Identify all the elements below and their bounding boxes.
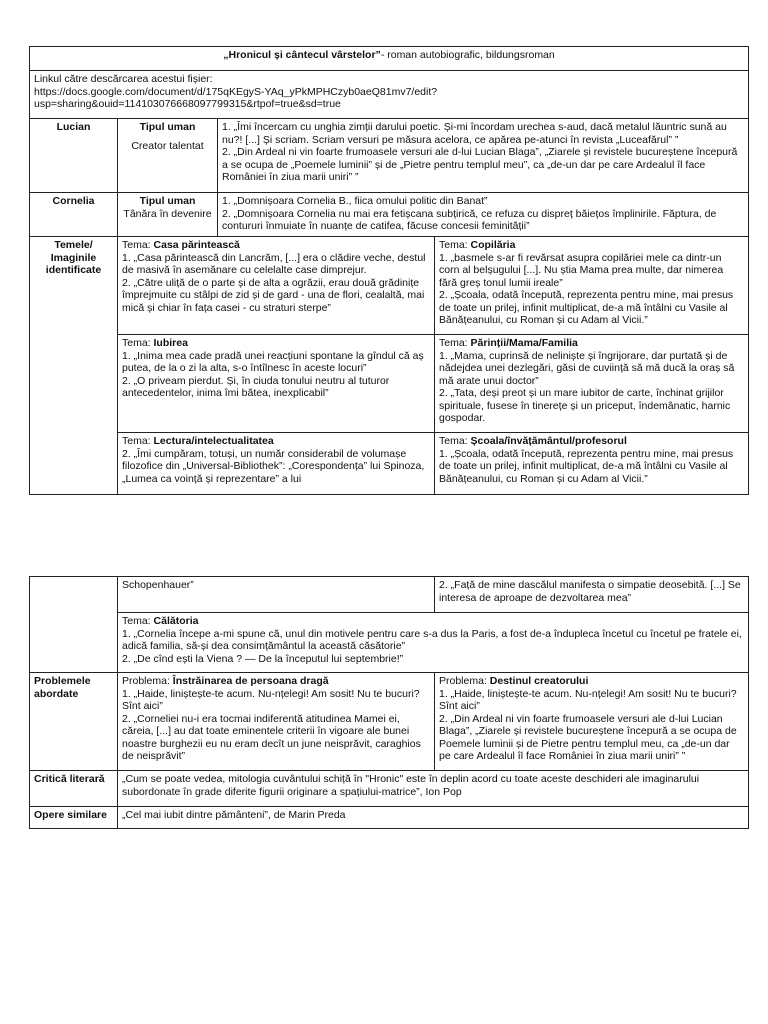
title-bold: „Hronicul și cântecul vârstelor” xyxy=(223,49,381,61)
theme-cell xyxy=(435,237,749,335)
type-value: Tânăra în devenire xyxy=(123,207,212,220)
type-value: Creator talentat xyxy=(131,139,204,152)
character-type-cell xyxy=(118,119,218,193)
character-type-cell xyxy=(118,193,218,237)
theme-prefix: Tema: xyxy=(122,615,151,627)
problem-line: 1. „Haide, liniștește-te acum. Nu-nțelegi! Am sosit! Nu te bucuri? Sînt aici” xyxy=(439,687,737,712)
continued-left-cell: Schopenhauer” xyxy=(118,577,435,613)
theme-line: 2. „Către uliță de o parte și de alta a ogrăzii, erau două grădinițe împrejmuite cu stâlpi de zid și de gard - una de flori, cealaltă, mai mică și chiar în fața casei - cu straturi sterpe” xyxy=(122,276,425,314)
main-table xyxy=(29,46,749,495)
theme-name: Iubirea xyxy=(153,337,188,349)
theme-line: 2. „Tata, deși preot și un mare iubitor de carte, închinat grijilor spirituale, fusese în tinerețe și un priceput, îndemânatic, harnic gospodar. xyxy=(439,387,731,424)
theme-prefix: Tema: xyxy=(122,239,151,251)
theme-cell xyxy=(435,335,749,433)
type-label: Tipul uman xyxy=(139,121,196,133)
theme-line: 1. „Inima mea cade pradă unei reacțiuni spontane la gîndul că aș putea, de la o zi la alta, s-o întîlnesc în aceste locuri” xyxy=(122,349,424,374)
continued-table xyxy=(29,576,749,829)
theme-cell xyxy=(118,433,435,495)
theme-name: Școala/învățământul/profesorul xyxy=(470,435,627,447)
download-link-cell xyxy=(30,71,749,119)
similar-works-text: „Cel mai iubit dintre pământeni”, de Marin Preda xyxy=(118,807,749,829)
character-name: Lucian xyxy=(30,119,118,193)
problem-cell xyxy=(435,673,749,771)
theme-row xyxy=(30,433,749,495)
criticism-text: „Cum se poate vedea, mitologia cuvântului schiță în "Hronic" este în deplin acord cu toate aceste deschideri ale imaginarului subordonate în grade diferite figurii originare a spațiului-matrice”, Ion Pop xyxy=(118,771,749,807)
theme-prefix: Tema: xyxy=(439,239,468,251)
theme-line: 2. „Școala, odată începută, reprezenta pentru mine, mai presus de toate un prilej, infinit multiplicat, de-a mă întâlni cu Vasile al Bănățeanului, cu Roman și cu Adam al Vicii.” xyxy=(439,289,734,326)
link-label: Linkul către descărcarea acestui fișier: xyxy=(34,73,213,85)
problem-prefix: Problema: xyxy=(439,675,487,687)
theme-name: Copilăria xyxy=(470,239,516,251)
themes-label: Temele/ Imaginile identificate xyxy=(30,237,118,495)
continued-label-empty xyxy=(30,577,118,673)
continued-right-cell: 2. „Față de mine dascălul manifesta o simpatie deosebită. [...] Se interesa de aproape de dezvoltarea mea” xyxy=(435,577,749,613)
theme-line: 2. „O priveam pierdut. Și, în ciuda tonului neutru al tuturor antecedentelor, inima îmi bătea, inexplicabil” xyxy=(122,374,390,399)
theme-name: Părinții/Mama/Familia xyxy=(470,337,578,349)
problem-name: Destinul creatorului xyxy=(489,675,589,687)
theme-name: Casa părintească xyxy=(153,239,240,251)
theme-prefix: Tema: xyxy=(439,337,468,349)
download-link-url-1[interactable]: https://docs.google.com/document/d/175qKEgyS-YAq_yPkMPHCzyb0aeQ81mv7/edit? xyxy=(34,85,438,98)
theme-prefix: Tema: xyxy=(122,435,151,447)
theme-line: 1. „Casa părintească din Lancrăm, [...] era o clădire veche, destul de masivă în asemănare cu celelalte case dimprejur. xyxy=(122,251,426,276)
document-title xyxy=(30,47,749,71)
problem-name: Înstrăinarea de persoana dragă xyxy=(172,675,329,687)
problems-label: Problemele abordate xyxy=(30,673,118,771)
theme-prefix: Tema: xyxy=(439,435,468,447)
criticism-label: Critică literară xyxy=(30,771,118,807)
problem-line: 1. „Haide, liniștește-te acum. Nu-nțelegi! Am sosit! Nu te bucuri? Sînt aici” xyxy=(122,687,420,712)
theme-line: 1. „Școala, odată începută, reprezenta pentru mine, mai presus de toate un prilej, infinit multiplicat, de-a mă întâlni cu Vasile al Bănățeanului, cu Roman și cu Adam al Vicii.” xyxy=(439,447,734,485)
problem-prefix: Problema: xyxy=(122,675,170,687)
theme-cell xyxy=(118,237,435,335)
theme-line: 2. „Îmi cumpăram, totuși, un număr considerabil de volumașe filozofice din „Universal-Bibliothek”: „Corespondența” lui Spinoza, „Lumea ca voință și reprezentare” a lui xyxy=(122,447,425,485)
theme-row xyxy=(30,237,749,335)
theme-line: 2. „De cînd ești la Viena ? — De la începutul lui septembrie!” xyxy=(122,652,404,665)
problem-line: 2. „Corneliei nu-i era tocmai indiferentă atitudinea Mamei ei, căreia, [...] au dat toate eminentele criterii în vigoare ale bunei noastre burghezii eu nu eram decît un june neisprăvit, caraghios de neisprăvit” xyxy=(122,712,421,762)
theme-cell xyxy=(435,433,749,495)
theme-prefix: Tema: xyxy=(122,337,151,349)
theme-line: 1. „Cornelia începe a-mi spune că, unul din motivele pentru care s-a dus la Paris, a fost de-a îndupleca încetul cu încetul pe fratele ei, adică familia, să-și dea consimțământul la această căsătorie” xyxy=(122,627,742,652)
quote: 2. „Din Ardeal ni vin foarte frumoasele versuri ale d-lui Lucian Blaga”, „Ziarele și revistele bucureștene începură a se ocupa de „Poemele luminii” și de „Pietre pentru templul meu”, ca „de-un dar pe care Ardealul îl face României în ziua marii uniri” ” xyxy=(222,146,738,183)
similar-works-label: Opere similare xyxy=(30,807,118,829)
quote: 2. „Domnișoara Cornelia nu mai era fetișcana subțirică, ce refuza cu dispreț băiețos împlinirile. Făptura, de contururi înmuiate în nuanțe de catifea, făcuse concesii feminității” xyxy=(222,207,717,232)
problem-line: 2. „Din Ardeal ni vin foarte frumoasele versuri ale d-lui Lucian Blaga”, „Ziarele și revistele bucureștene începură a se ocupa de Poemele luminii și de Pietre pentru templul meu, ca „de-un dar pe care Ardealul îl face României în ziua marii uniri” ” xyxy=(439,712,737,762)
character-row-cornelia xyxy=(30,193,749,237)
theme-cell xyxy=(118,335,435,433)
quote: 1. „Îmi încercam cu unghia zimții darului poetic. Și-mi încordam urechea s-aud, dacă metalul lăuntric sună au nu?! [...] Și scriam. Scriam versuri pe măsura acelora, ce apărea pe-atunci în revista „Luceafărul” ” xyxy=(222,121,727,146)
character-quotes xyxy=(218,193,749,237)
character-row-lucian xyxy=(30,119,749,193)
character-quotes xyxy=(218,119,749,193)
theme-name: Călătoria xyxy=(153,615,199,627)
theme-name: Lectura/intelectualitatea xyxy=(153,435,274,447)
download-link-url-2[interactable]: usp=sharing&ouid=114103076668097799315&rtpof=true&sd=true xyxy=(34,98,341,110)
theme-line: 1. „basmele s-ar fi revărsat asupra copilăriei mele ca dintr-un corn al belșugului [...]. Nu știa Mama prea multe, dar nimerea fără greș tonul lumii ireale” xyxy=(439,251,724,289)
quote: 1. „Domnișoara Cornelia B., fiica omului politic din Banat” xyxy=(222,195,488,207)
problem-cell xyxy=(118,673,435,771)
theme-row xyxy=(30,335,749,433)
theme-cell-travel xyxy=(118,613,749,673)
title-rest: - roman autobiografic, bildungsroman xyxy=(380,49,555,61)
character-name: Cornelia xyxy=(30,193,118,237)
theme-line: 1. „Mama, cuprinsă de neliniște și îngrijorare, dar purtată și de nădejdea unei dezlegări, găsi de cuviință să mă ducă la oraș să mă arate unui doctor” xyxy=(439,349,735,387)
type-label: Tipul uman xyxy=(139,195,196,207)
